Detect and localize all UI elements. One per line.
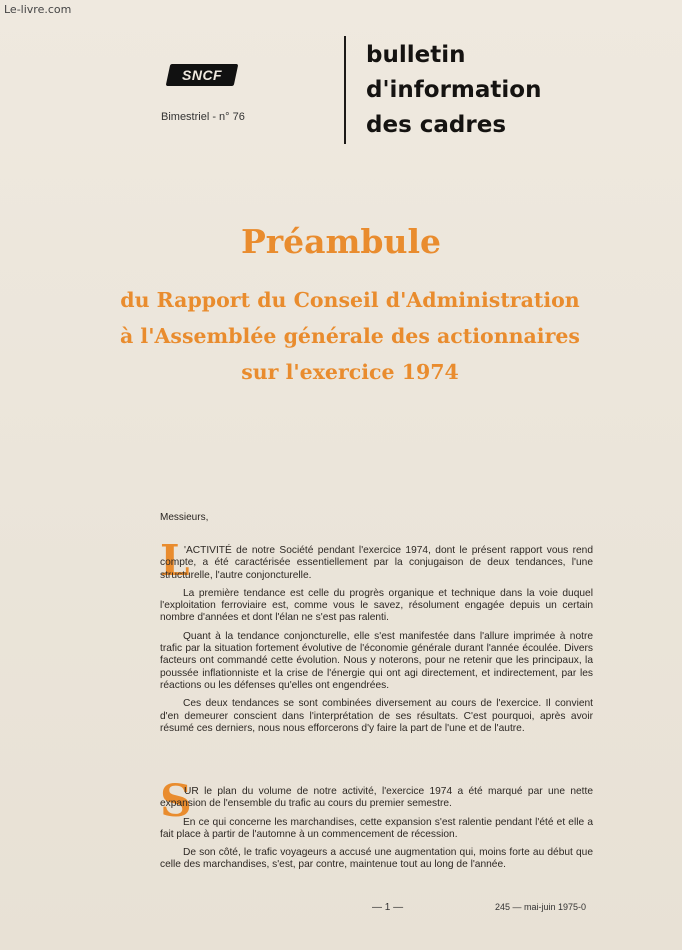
issue-number: Bimestriel - n° 76 (161, 111, 245, 123)
paragraph: De son côté, le trafic voyageurs a accusé une augmentation qui, moins forte au début que celle des marchandises, s'est, par contre, maintenue tout au long de l'année. (160, 847, 593, 871)
issue-reference: 245 — mai-juin 1975-0 (495, 902, 587, 912)
bulletin-title-line: des cadres (366, 112, 507, 138)
section-two (160, 786, 593, 878)
bulletin-title (366, 38, 541, 143)
vertical-divider (344, 36, 346, 144)
page-title: Préambule (240, 222, 442, 261)
drop-cap: L (160, 536, 190, 585)
subtitle-line: à l'Assemblée générale des actionnaires (120, 324, 580, 348)
subtitle-line: du Rapport du Conseil d'Administration (120, 288, 580, 312)
bulletin-title-line: d'information (366, 77, 542, 103)
paragraph: Ces deux tendances se sont combinées diversement au cours de l'exercice. Il convient d'en demeurer conscient dans l'interprétation de ses résultats. C'est pourquoi, après avoir résumé ces derniers, nous nous efforcerons d'y faire la part de l'une et de l'autre. (160, 698, 593, 734)
logo-text: SNCF (181, 67, 223, 83)
drop-cap: S (160, 776, 192, 827)
bulletin-title-line: bulletin (366, 42, 466, 68)
paragraph: 'ACTIVITÉ de notre Société pendant l'exercice 1974, dont le présent rapport vous rend compte, a été caractérisée essentiellement par la conjugaison de deux tendances, l'une structurelle, l'autre conjoncturelle. (160, 545, 593, 581)
watermark: Le-livre.com (4, 3, 72, 16)
paragraph: En ce qui concerne les marchandises, cette expansion s'est ralentie pendant l'été et elle a fait place à partir de l'automne à un commencement de récession. (160, 816, 593, 840)
sncf-logo (166, 64, 239, 86)
paragraph: UR le plan du volume de notre activité, l'exercice 1974 a été marqué par une nette expansion de l'ensemble du trafic au cours du premier semestre. (160, 786, 593, 810)
subtitle-line: sur l'exercice 1974 (241, 360, 459, 384)
page-number: — 1 — (372, 902, 404, 913)
salutation: Messieurs, (160, 512, 209, 523)
paragraph: La première tendance est celle du progrès organique et technique dans la voie duquel l'exploitation ferroviaire est, comme vous le savez, résolument engagée depuis un certain nombre d'années et dont l'élan ne s'est pas ralenti. (160, 587, 593, 624)
page-subtitle (0, 282, 682, 390)
section-one (160, 536, 593, 741)
paragraph: Quant à la tendance conjoncturelle, elle s'est manifestée dans l'allure imprimée à notre trafic par la situation fortement évolutive de l'économie générale durant l'année écoulée. Divers facteurs ont commandé cette évolution. Nous y noterons, pour ne retenir que les principaux, la poussée inflationniste et la crise de l'énergie qui ont agi directement, et indirectement, par les réactions ou les défenses qu'elles ont engendrées. (160, 630, 593, 691)
